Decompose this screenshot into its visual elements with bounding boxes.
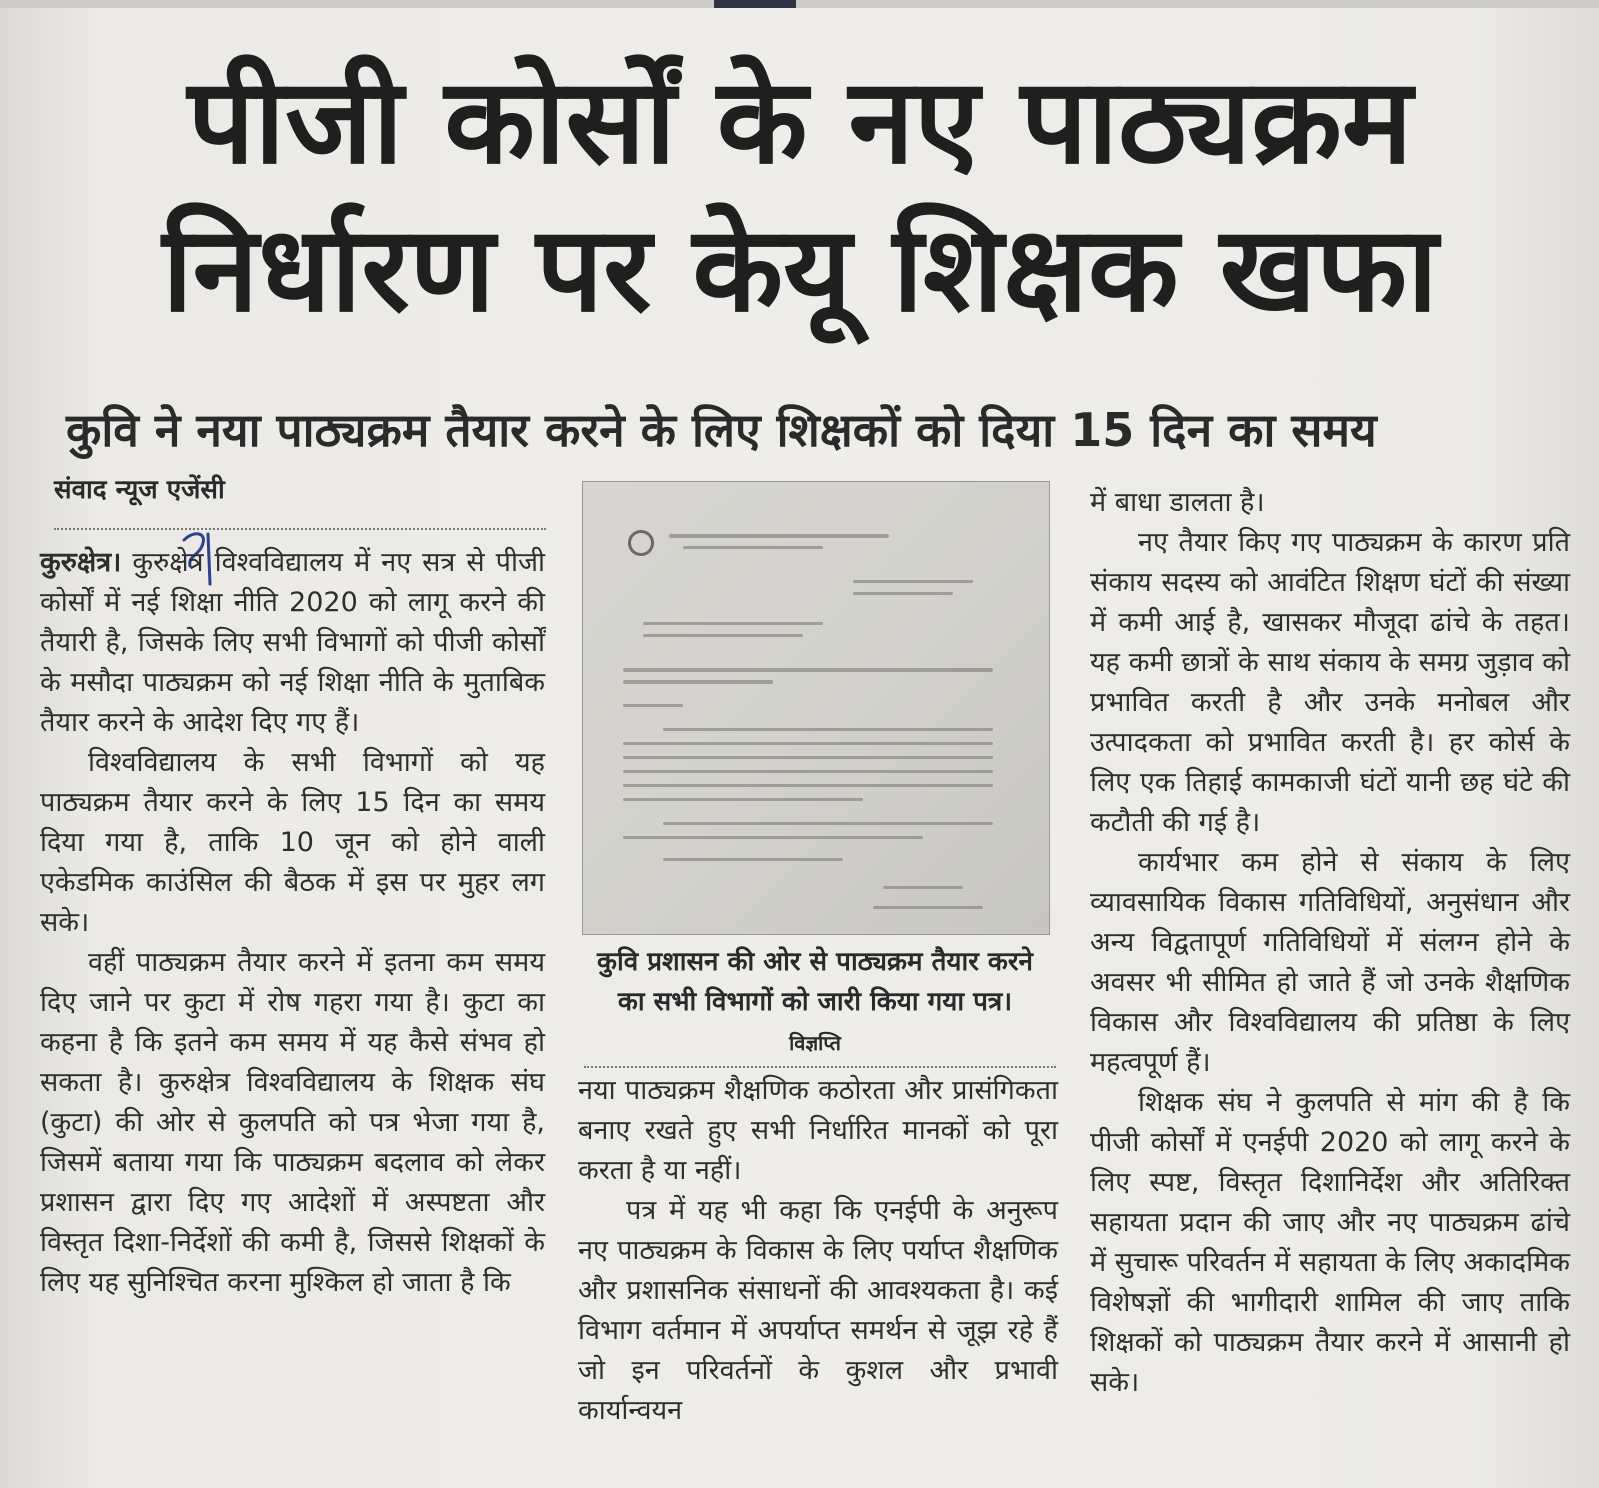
dateline: कुरुक्षेत्र। [40, 547, 122, 578]
byline: संवाद न्यूज एजेंसी [54, 475, 225, 505]
paragraph: कार्यभार कम होने से संकाय के लिए व्यावसायिक विकास गतिविधियों, अनुसंधान और अन्य विद्वतापूर्ण गतिविधियों में संलग्न होने के अवसर भी सीमित हो जाते हैं जो उनके शैक्षणिक विकास और विश्वविद्यालय की प्रतिष्ठा के लिए महत्वपूर्ण हैं। [1090, 847, 1570, 1078]
paragraph-text: कुरुक्षेत्र विश्वविद्यालय में नए सत्र से पीजी कोर्सों में नई शिक्षा नीति 2020 को लागू करने की तैयारी है, जिसके लिए सभी विभागों को पीजी कोर्सों के मसौदा पाठ्यक्रम को नई शिक्षा नीति के मुताबिक तैयार करने के आदेश दिए गए हैं। [40, 547, 545, 738]
article-column-2 [578, 1071, 1058, 1431]
caption-credit: विज्ञप्ति [789, 1031, 841, 1055]
paragraph [40, 543, 545, 743]
headline-line-1: पीजी कोर्सों के नए पाठ्यक्रम [187, 52, 1413, 190]
caption-text: कुवि प्रशासन की ओर से पाठ्यक्रम तैयार करने का सभी विभागों को जारी किया गया पत्र। [597, 947, 1033, 1017]
paragraph: में बाधा डालता है। [1090, 487, 1265, 518]
caption-rule [584, 1066, 1056, 1068]
paragraph: विश्वविद्यालय के सभी विभागों को यह पाठ्यक्रम तैयार करने के लिए 15 दिन का समय दिया गया है, ताकि 10 जून को होने वाली एकेडमिक काउंसिल की बैठक में इस पर मुहर लग सके। [40, 747, 545, 938]
top-edge-dark-strip [714, 0, 796, 8]
letter-photo [582, 481, 1050, 935]
university-seal-icon [628, 530, 654, 556]
article-column-3 [1090, 483, 1570, 1403]
paragraph: नए तैयार किए गए पाठ्यक्रम के कारण प्रति संकाय सदस्य को आवंटित शिक्षण घंटों की संख्या में कमी आई है, खासकर मौजूदा ढांचे के तहत। यह कमी छात्रों के साथ संकाय के समग्र जुड़ाव को प्रभावित करती है और उनके मनोबल और उत्पादकता को प्रभावित करती है। हर कोर्स के लिए एक तिहाई कामकाजी घंटों यानी छह घंटे की कटौती की गई है। [1090, 527, 1570, 838]
paragraph: पत्र में यह भी कहा कि एनईपी के अनुरूप नए पाठ्यक्रम के विकास के लिए पर्याप्त शैक्षणिक और प्रशासनिक संसाधनों की आवश्यकता है। कई विभाग वर्तमान में अपर्याप्त समर्थन से जूझ रहे हैं जो इन परिवर्तनों के कुशल और प्रभावी कार्यान्वयन [578, 1195, 1058, 1426]
byline-rule [54, 528, 546, 530]
headline-line-2: निर्धारण पर केयू शिक्षक खफा [162, 200, 1438, 338]
subheadline: कुवि ने नया पाठ्यक्रम तैयार करने के लिए शिक्षकों को दिया 15 दिन का समय [66, 403, 1377, 457]
top-edge [0, 0, 1599, 8]
paragraph: नया पाठ्यक्रम शैक्षणिक कठोरता और प्रासंगिकता बनाए रखते हुए सभी निर्धारित मानकों को पूरा करता है या नहीं। [578, 1075, 1058, 1186]
photo-caption [590, 942, 1040, 1063]
article-column-1 [40, 543, 545, 1303]
paragraph: वहीं पाठ्यक्रम तैयार करने में इतना कम समय दिए जाने पर कुटा में रोष गहरा गया है। कुटा का कहना है कि इतने कम समय में यह कैसे संभव हो सकता है। कुरुक्षेत्र विश्वविद्यालय के शिक्षक संघ (कुटा) की ओर से कुलपति को पत्र भेजा गया है, जिसमें बताया गया कि पाठ्यक्रम बदलाव को लेकर प्रशासन द्वारा दिए गए आदेशों में अस्पष्टता और विस्तृत दिशा-निर्देशों की कमी है, जिससे शिक्षकों के लिए यह सुनिश्चित करना मुश्किल हो जाता है कि [40, 947, 545, 1298]
paragraph: शिक्षक संघ ने कुलपति से मांग की है कि पीजी कोर्सों में एनईपी 2020 को लागू करने के लिए स्पष्ट, विस्तृत दिशानिर्देश और अतिरिक्त सहायता प्रदान की जाए और नए पाठ्यक्रम ढांचे में सुचारू परिवर्तन में सहायता के लिए अकादमिक विशेषज्ञों की भागीदारी शामिल की जाए ताकि शिक्षकों को पाठ्यक्रम तैयार करने में आसानी हो सके। [1090, 1087, 1570, 1398]
